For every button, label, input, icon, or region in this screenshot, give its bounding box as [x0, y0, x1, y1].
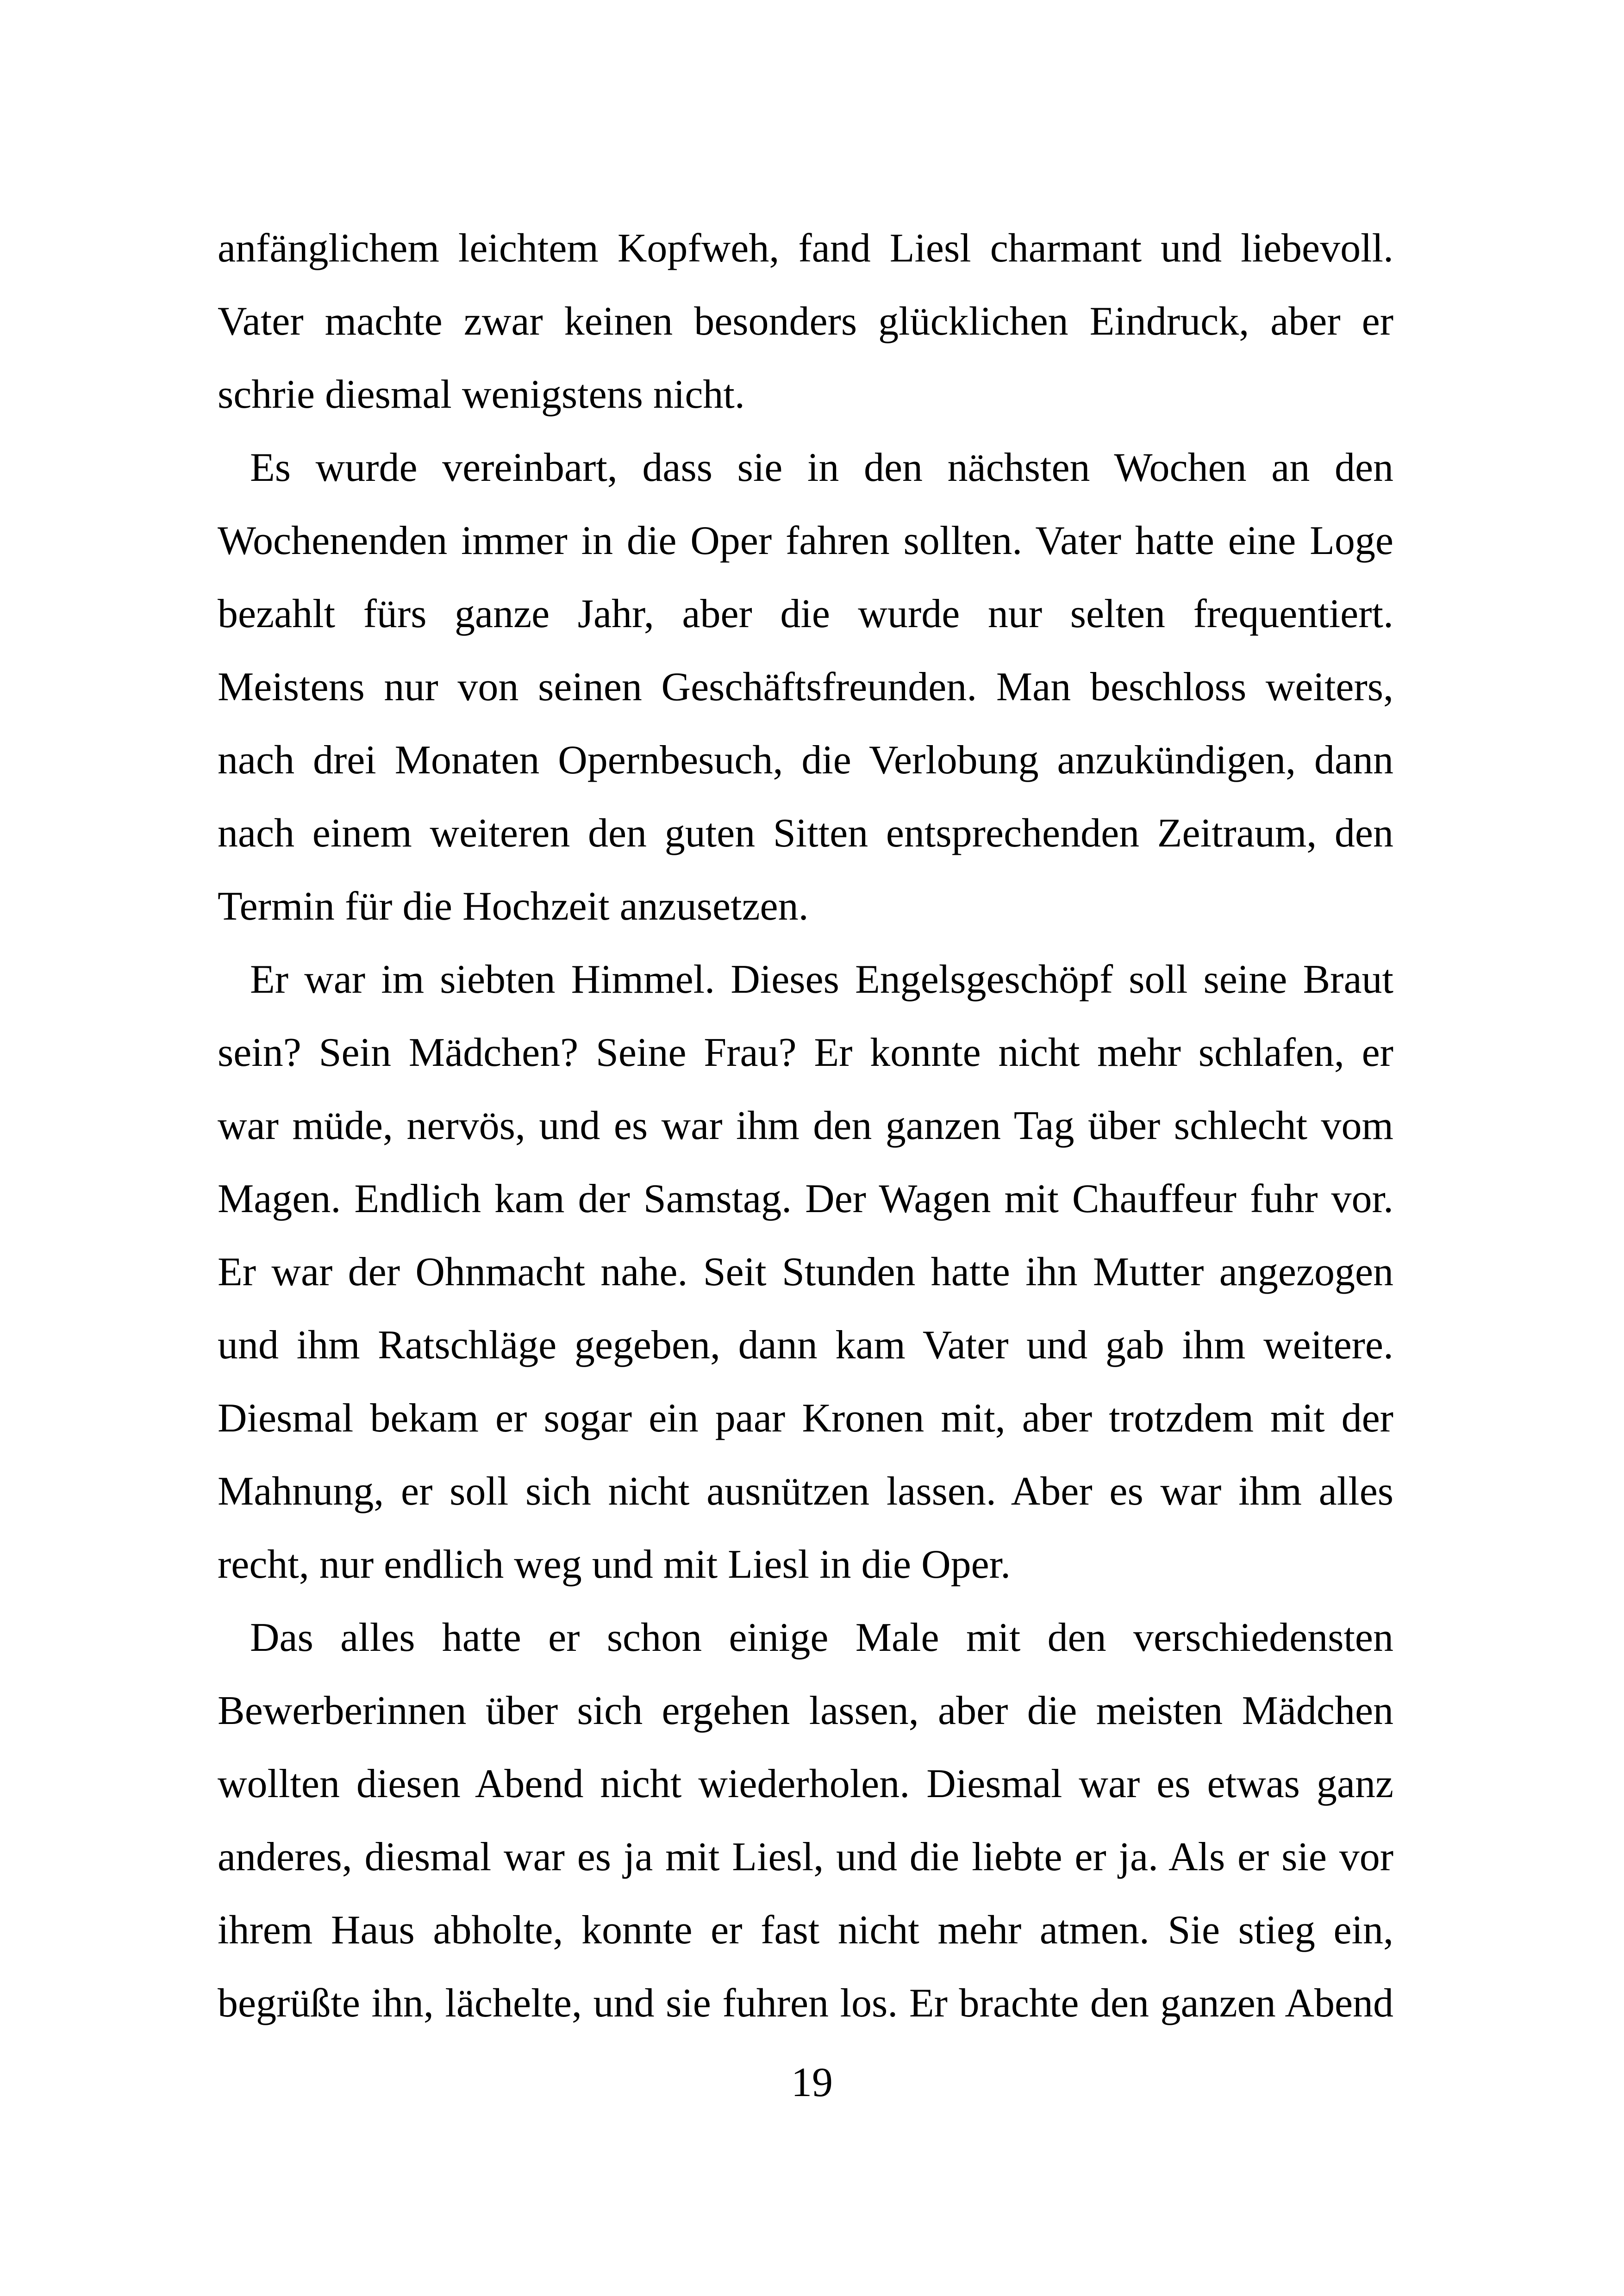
text-line: Diesmal bekam er sogar ein paar Kronen mit, aber trotzdem mit der — [218, 1396, 1393, 1441]
text-line: nach drei Monaten Opernbesuch, die Verlobung anzukündigen, dann — [218, 738, 1393, 783]
text-line: Bewerberinnen über sich ergehen lassen, aber die meisten Mädchen — [218, 1688, 1393, 1733]
text-line: Mahnung, er soll sich nicht ausnützen lassen. Aber es war ihm alles — [218, 1469, 1393, 1514]
text-line: Er war der Ohnmacht nahe. Seit Stunden hatte ihn Mutter angezogen — [218, 1250, 1393, 1294]
text-line: recht, nur endlich weg und mit Liesl in die Oper. — [218, 1542, 1011, 1587]
text-line: Wochenenden immer in die Oper fahren sollten. Vater hatte eine Loge — [218, 518, 1393, 563]
text-line: ihrem Haus abholte, konnte er fast nicht mehr atmen. Sie stieg ein, — [218, 1908, 1393, 1953]
text-line: anfänglichem leichtem Kopfweh, fand Liesl charmant und liebevoll. — [218, 226, 1393, 271]
text-line: war müde, nervös, und es war ihm den ganzen Tag über schlecht vom — [218, 1103, 1393, 1148]
text-line: nach einem weiteren den guten Sitten entsprechenden Zeitraum, den — [218, 811, 1393, 856]
text-line: wollten diesen Abend nicht wiederholen. Diesmal war es etwas ganz — [218, 1761, 1393, 1806]
body-text — [218, 212, 1393, 2040]
text-line: bezahlt fürs ganze Jahr, aber die wurde nur selten frequentiert. — [218, 591, 1393, 636]
text-line: Termin für die Hochzeit anzusetzen. — [218, 884, 809, 929]
text-line: Magen. Endlich kam der Samstag. Der Wagen mit Chauffeur fuhr vor. — [218, 1176, 1393, 1221]
page-number: 19 — [791, 2060, 833, 2105]
text-line: Vater machte zwar keinen besonders glücklichen Eindruck, aber er — [218, 299, 1393, 344]
text-line: Das alles hatte er schon einige Male mit den verschiedensten — [250, 1615, 1393, 1660]
text-line: und ihm Ratschläge gegeben, dann kam Vater und gab ihm weitere. — [218, 1323, 1393, 1368]
text-line: sein? Sein Mädchen? Seine Frau? Er konnte nicht mehr schlafen, er — [218, 1030, 1393, 1075]
text-line: begrüßte ihn, lächelte, und sie fuhren los. Er brachte den ganzen Abend — [218, 1981, 1393, 2026]
text-line: Es wurde vereinbart, dass sie in den nächsten Wochen an den — [250, 445, 1393, 490]
text-line: anderes, diesmal war es ja mit Liesl, und die liebte er ja. Als er sie vor — [218, 1835, 1393, 1879]
text-line: schrie diesmal wenigstens nicht. — [218, 372, 745, 417]
text-line: Meistens nur von seinen Geschäftsfreunden. Man beschloss weiters, — [218, 665, 1393, 709]
text-line: Er war im siebten Himmel. Dieses Engelsgeschöpf soll seine Braut — [250, 957, 1393, 1002]
